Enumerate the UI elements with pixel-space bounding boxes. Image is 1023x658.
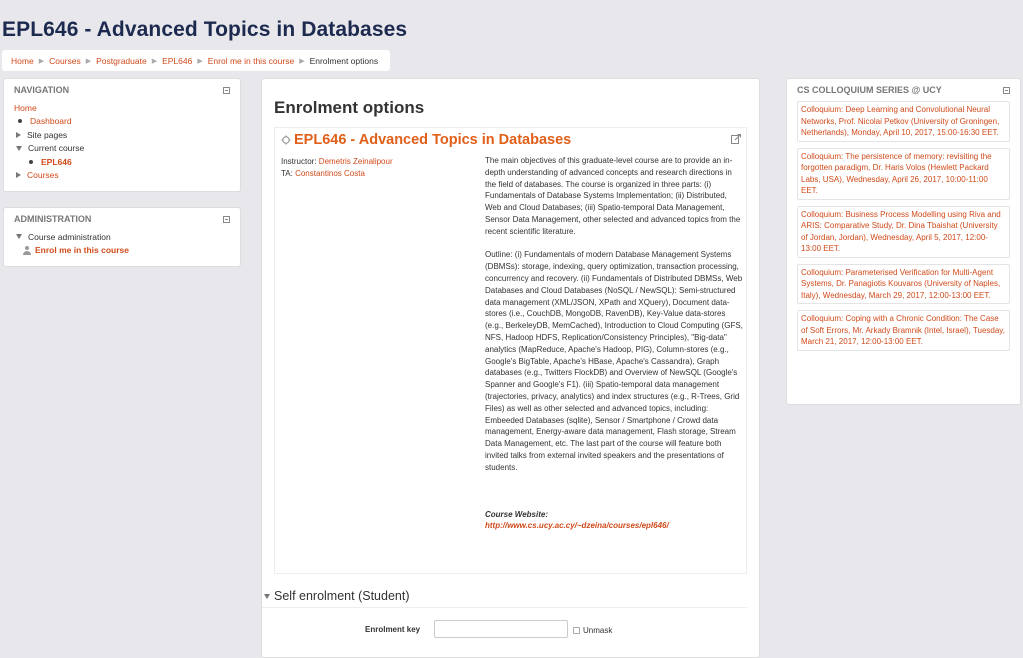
nav-item-epl646[interactable] — [14, 155, 230, 169]
navigation-block — [3, 78, 241, 192]
nav-item-current-course[interactable] — [14, 142, 230, 156]
breadcrumb-separator-icon: ▶ — [197, 57, 203, 65]
administration-block — [3, 207, 241, 267]
ta-link[interactable]: Constantinos Costa — [295, 168, 365, 178]
breadcrumb-separator-icon: ▶ — [299, 57, 305, 65]
navigation-tree — [4, 101, 240, 182]
collapse-section-icon[interactable] — [264, 594, 270, 599]
breadcrumb-separator-icon: ▶ — [85, 57, 92, 65]
collapse-block-icon[interactable] — [223, 87, 230, 94]
page-title: EPL646 - Advanced Topics in Databases — [2, 18, 408, 41]
breadcrumb-separator-icon: ▶ — [151, 57, 158, 65]
nav-dashboard-link[interactable]: Dashboard — [30, 116, 72, 127]
nav-item-courses[interactable] — [14, 169, 230, 183]
bullet-icon — [29, 160, 33, 164]
breadcrumb-current: Enrolment options — [309, 55, 379, 66]
navigation-title: NAVIGATION — [14, 85, 70, 95]
colloquium-item[interactable]: Colloquium: Deep Learning and Convolutional Neural Networks, Prof. Nicolai Petkov (University of Groningen, Netherlands), Monday, April 10, 2017, 15:00-16:30 EET. — [797, 101, 1010, 142]
enrolment-key-label: Enrolment key — [365, 625, 421, 634]
nav-item-home[interactable] — [14, 101, 230, 115]
nav-courses-link[interactable]: Courses — [27, 170, 59, 181]
admin-item-course-admin[interactable] — [14, 230, 230, 244]
navigation-block-header — [4, 79, 240, 101]
colloquium-block-header — [787, 79, 1020, 101]
main-region — [261, 78, 760, 658]
colloquium-block — [786, 78, 1021, 405]
breadcrumb — [2, 50, 390, 71]
unmask-label[interactable]: Unmask — [583, 626, 613, 635]
enrolment-icon[interactable] — [731, 134, 741, 144]
expand-icon[interactable] — [16, 132, 21, 138]
colloquium-title: CS COLLOQUIUM SERIES @ UCY — [797, 85, 942, 95]
breadcrumb-epl646[interactable]: EPL646 — [162, 55, 193, 66]
unmask-checkbox[interactable] — [573, 627, 580, 634]
breadcrumb-courses[interactable]: Courses — [49, 55, 81, 66]
course-website-link[interactable]: http://www.cs.ucy.ac.cy/~dzeina/courses/epl646/ — [485, 521, 669, 531]
ta-label: TA: — [281, 168, 296, 178]
colloquium-item[interactable]: Colloquium: Business Process Modelling using Riva and ARIS: Comparative Study, Dr. Dina Tbaishat (University of Jordan, Jordan), Wednesday, April 5, 2017, 12:00-13:00 EET. — [797, 206, 1010, 258]
collapse-block-icon[interactable] — [223, 216, 230, 223]
bullet-icon — [18, 119, 22, 123]
instructor-row — [281, 156, 393, 168]
breadcrumb-separator-icon: ▶ — [38, 57, 45, 65]
colloquium-item[interactable]: Colloquium: Coping with a Chronic Condition: The Case of Soft Errors, Mr. Arkady Bramnik (Intel, Israel), Tuesday, March 21, 2017, 12:00-13:00 EET. — [797, 310, 1010, 351]
main-heading: Enrolment options — [274, 98, 425, 117]
nav-home-link[interactable]: Home — [14, 102, 37, 113]
breadcrumb-postgraduate[interactable]: Postgraduate — [96, 55, 147, 66]
instructor-link[interactable]: Demetris Zeinalipour — [318, 157, 393, 166]
administration-block-header — [4, 208, 240, 230]
nav-item-dashboard[interactable] — [14, 115, 230, 129]
self-enrolment-section-header[interactable] — [262, 585, 747, 608]
nav-item-site-pages[interactable] — [14, 128, 230, 142]
collapse-block-icon[interactable] — [1003, 87, 1010, 94]
summary-outline: Outline: (i) Fundamentals of modern Database Management Systems (DBMSs): storage, indexing, query optimization, transaction processing, concurrency and recovery. (ii) Fundamentals of Distributed DBMSs, Web Databases and Cloud Databases (NoSQL / NewSQL): Semi-structured data management (XML/JSON, XPath and XQuery), Document data-stores (i.e., CouchDB, MongoDB, RavenDB), Key-Value data-stores (e.g., BerkeleyDB, MemCached), Introduction to Cloud Computing (GFS, NFS, Hadoop HDFS, Replication/Consistency Principles), "Big-data" analytics (MapReduce, Apache's Hadoop, PIG), Column-stores (e.g., Google's BigTable, Apache's HBase, Apache's Cassandra), Graph databases (e.g., Twitters FlockDB) and Overview of NewSQL (Google's Spanner and Google's F1). (iii) Spatio-temporal data management (trajectories, privacy, analytics) and index structures (e.g., R-Trees, Grid Files) as well as other selected and advanced topics, including: Embeeded Databases (sqlite), Sensor / Smartphone / Crowd data management, Energy-aware data management, Flash storage, Stream Data Management, etc. The last part of the course will feature both invited talks from external invited speakers and the presentations of students. — [485, 250, 743, 472]
course-teachers — [281, 156, 393, 179]
admin-enrol-link[interactable]: Enrol me in this course — [35, 245, 129, 256]
summary-paragraph: The main objectives of this graduate-level course are to provide an in-depth understanding of advanced concepts and research directions in the field of databases. The course is organized in three parts: (i) Fundamentals of Database Systems Implementation; (ii) Distributed, Web and Cloud Databases; (iii) Spatio-temporal Data Management, Sensor Data Management, other selected and advanced topics from the recent scientific literature. — [485, 156, 741, 236]
administration-title: ADMINISTRATION — [14, 214, 92, 224]
breadcrumb-home[interactable]: Home — [11, 55, 34, 66]
admin-item-enrol[interactable] — [14, 244, 230, 258]
course-icon — [281, 135, 291, 145]
expand-icon[interactable] — [16, 172, 21, 178]
administration-tree — [4, 230, 240, 257]
course-website-label: Course Website: — [485, 509, 548, 519]
colloquium-item[interactable]: Colloquium: The persistence of memory: revisiting the forgotten paradigm, Dr. Haris Volos (Hewlett Packard Labs, USA), Wednesday, April 26, 2017, 10:00-11:00 EET. — [797, 148, 1010, 200]
enrolment-key-input[interactable] — [434, 620, 568, 638]
collapse-icon[interactable] — [16, 234, 22, 239]
nav-site-pages-label[interactable]: Site pages — [27, 129, 68, 140]
nav-current-course-label[interactable]: Current course — [28, 143, 85, 154]
breadcrumb-enrol[interactable]: Enrol me in this course — [207, 55, 295, 66]
course-box — [274, 127, 747, 574]
instructor-label: Instructor: — [281, 157, 319, 166]
self-enrolment-title[interactable]: Self enrolment (Student) — [274, 589, 410, 603]
user-icon — [23, 246, 31, 255]
nav-epl646-link[interactable]: EPL646 — [41, 156, 72, 167]
ta-row — [281, 168, 393, 180]
course-summary — [485, 155, 743, 532]
colloquium-item[interactable]: Colloquium: Parameterised Verification for Multi-Agent Systems, Dr. Panagiotis Kouvaros (University of Naples, Italy), Wednesday, March 29, 2017, 12:00-13:00 EET. — [797, 264, 1010, 305]
admin-course-admin-label[interactable]: Course administration — [28, 231, 111, 242]
collapse-icon[interactable] — [16, 146, 22, 151]
course-name-link[interactable]: EPL646 - Advanced Topics in Databases — [294, 132, 572, 148]
enrolment-key-row — [262, 620, 747, 640]
